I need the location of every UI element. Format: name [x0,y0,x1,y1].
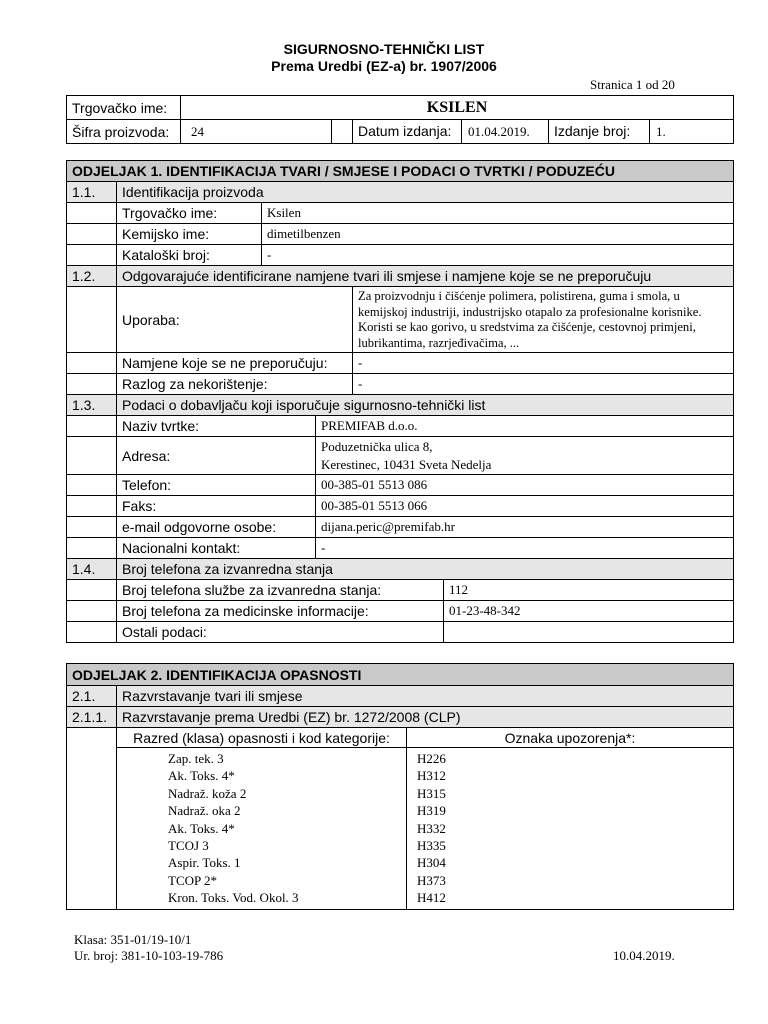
section-1-table [66,160,734,643]
company-name-label: Naziv tvrtke: [117,416,316,437]
reason-label: Razlog za nekorištenje: [117,374,353,395]
medical-phone-label: Broj telefona za medicinske informacije: [117,601,444,622]
phone-value: 00-385-01 5513 086 [316,475,734,496]
catalog-number-label: Kataloški broj: [117,245,262,266]
email-label: e-mail odgovorne osobe: [117,517,316,538]
hazard-code-item: H332 [417,820,446,836]
other-info-value [444,622,734,643]
emergency-phone-label: Broj telefona službe za izvanredna stanja: [117,580,444,601]
issue-date-label: Datum izdanja: [353,120,462,143]
reason-value: - [353,374,734,395]
use-value: Za proizvodnju i čišćenje polimera, polistirena, guma i smola, u kemijskoj industriji, industrijsko otapalo za profesionalne korisnike. Koristi se kao gorivo, u sredstvima za čišćenje, cestovnoj primjeni, lubrikantima, razrjeđivačima, ... [353,287,734,353]
section-1-1-title: Identifikacija proizvoda [117,182,734,203]
issue-cell [353,120,734,144]
hazard-code-item: H319 [417,803,446,819]
hazard-class-item: TCOP 2* [168,872,217,888]
hazard-class-item: Zap. tek. 3 [168,751,224,766]
issue-date-value: 01.04.2019. [462,120,549,143]
section-1-3-title: Podaci o dobavljaču koji isporučuje sigurnosno-tehnički list [117,395,734,416]
section-2-1-number: 2.1. [67,686,117,707]
document-subtitle: Prema Uredbi (EZ-a) br. 1907/2006 [271,58,497,74]
section-2-table [66,663,734,910]
chemical-name-label: Kemijsko ime: [117,224,262,245]
product-header-table [66,95,734,144]
product-code-cell [181,120,353,144]
hazard-class-item: Ak. Toks. 4* [168,768,235,784]
section-1-2-title: Odgovarajuće identificirane namjene tvari ili smjese i namjene koje se ne preporučuju [117,266,734,287]
hazard-class-list [117,748,407,910]
fax-label: Faks: [117,496,316,517]
hazard-code-item: H312 [417,768,446,784]
section-2-1-1-title: Razvrstavanje prema Uredbi (EZ) br. 1272/2008 (CLP) [117,707,734,728]
hazard-class-item: Nadraž. oka 2 [168,803,241,819]
product-code-label: Šifra proizvoda: [67,120,181,144]
page-number: Stranica 1 od 20 [590,77,675,92]
section-1-3-number: 1.3. [67,395,117,416]
section-2-heading: ODJELJAK 2. IDENTIFIKACIJA OPASNOSTI [67,664,734,686]
other-info-label: Ostali podaci: [117,622,444,643]
emergency-phone-value: 112 [444,580,734,601]
address-line-2: Kerestinec, 10431 Sveta Nedelja [321,456,492,472]
issue-number-value: 1. [656,124,666,139]
trade-name-value: KSILEN [181,96,734,120]
address-line-1: Poduzetnička ulica 8, [321,438,433,454]
hazard-code-item: H304 [417,855,446,871]
company-name-value: PREMIFAB d.o.o. [316,416,734,437]
hazard-code-item: H315 [417,785,446,801]
document-title: SIGURNOSNO-TEHNIČKI LIST [283,41,485,57]
hazard-class-column-header: Razred (klasa) opasnosti i kod kategorije: [117,728,407,748]
hazard-code-item: H226 [417,751,446,766]
national-contact-label: Nacionalni kontakt: [117,538,316,559]
section-1-1-number: 1.1. [67,182,117,203]
section-1-heading: ODJELJAK 1. IDENTIFIKACIJA TVARI / SMJESE I PODACI O TVRTKI / PODUZEĆU [67,161,734,182]
fax-value: 00-385-01 5513 066 [316,496,734,517]
issue-number-label: Izdanje broj: [549,120,650,143]
section-1-2-number: 1.2. [67,266,117,287]
trade-name-value-1: Ksilen [262,203,734,224]
hazard-code-item: H335 [417,838,446,854]
hazard-class-item: Ak. Toks. 4* [168,820,235,836]
product-code-value: 24 [181,120,332,143]
address-value [316,437,734,475]
trade-name-label-1: Trgovačko ime: [117,203,262,224]
hazard-class-item: Kron. Toks. Vod. Okol. 3 [168,890,299,906]
hazard-statement-column-header: Oznaka upozorenja*: [407,728,734,748]
footer-urbroj: Ur. broj: 381-10-103-19-786 [74,948,224,963]
hazard-code-item: H373 [417,872,446,888]
section-2-1-title: Razvrstavanje tvari ili smjese [117,686,734,707]
footer-klasa: Klasa: 351-01/19-10/1 [74,932,192,947]
section-2-1-1-number: 2.1.1. [67,707,117,728]
section-1-4-title: Broj telefona za izvanredna stanja [117,559,734,580]
national-contact-value: - [316,538,734,559]
medical-phone-value: 01-23-48-342 [444,601,734,622]
hazard-code-list [407,748,734,910]
footer-date: 10.04.2019. [613,948,675,963]
hazard-class-item: Nadraž. koža 2 [168,785,247,801]
email-value: dijana.peric@premifab.hr [316,517,734,538]
trade-name-label: Trgovačko ime: [67,96,181,120]
hazard-code-item: H412 [417,890,446,906]
chemical-name-value: dimetilbenzen [262,224,734,245]
section-1-4-number: 1.4. [67,559,117,580]
phone-label: Telefon: [117,475,316,496]
not-recommended-label: Namjene koje se ne preporučuju: [117,353,353,374]
use-label: Uporaba: [117,287,353,353]
address-label: Adresa: [117,437,316,475]
not-recommended-value: - [353,353,734,374]
hazard-class-item: Aspir. Toks. 1 [168,855,241,871]
catalog-number-value: - [262,245,734,266]
hazard-class-item: TCOJ 3 [168,838,209,854]
